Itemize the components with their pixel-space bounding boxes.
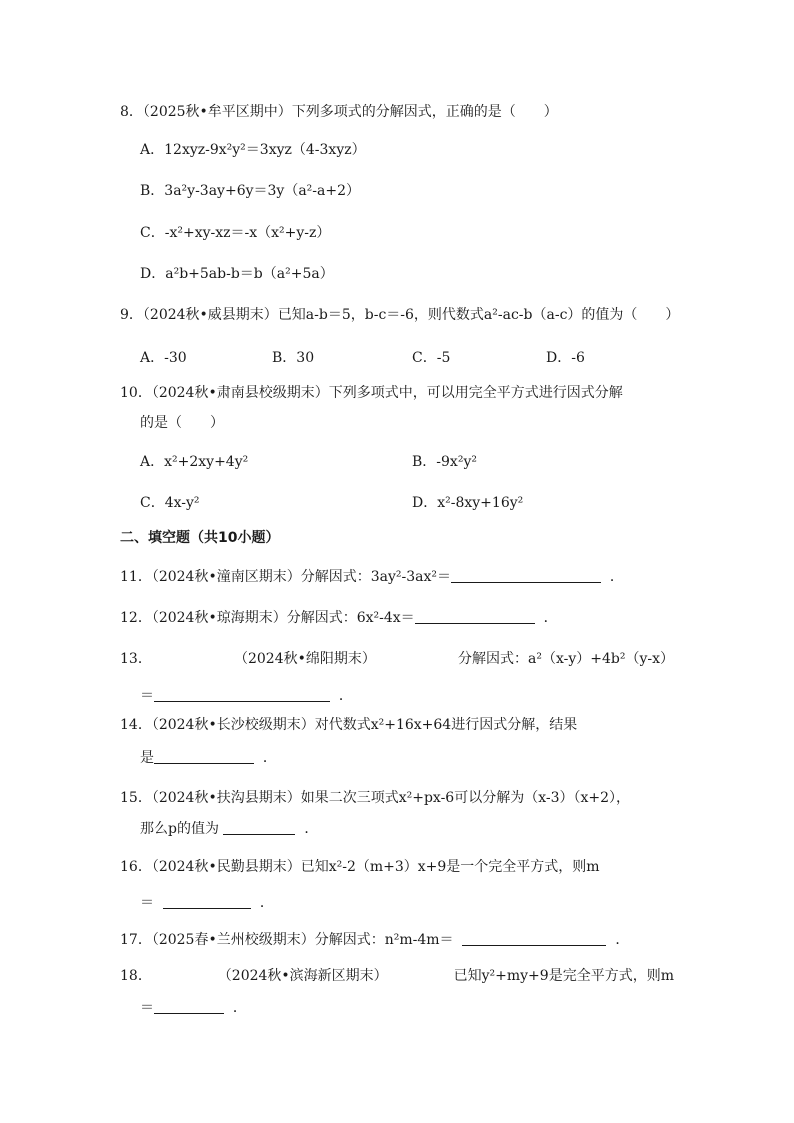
question-10 [120, 383, 623, 403]
answer-blank[interactable] [154, 687, 330, 702]
question-stem: 已知y²+my+9是完全平方式，则m [453, 968, 674, 984]
option-text: 3a²y-3ay+6y＝3y（a²-a+2） [164, 183, 361, 199]
option-10c [140, 493, 200, 513]
question-17 [120, 930, 629, 950]
question-stem: 那么p的值为 [140, 821, 219, 837]
question-stem: ＝ [140, 1000, 154, 1016]
answer-blank[interactable] [154, 999, 224, 1014]
option-label: B． [140, 183, 165, 199]
option-8d [140, 264, 334, 284]
option-text: x²-8xy+16y² [437, 495, 524, 511]
option-text: 12xyz-9x²y²＝3xyz（4-3xyz） [164, 142, 366, 158]
question-stem: ＝ [140, 688, 154, 704]
answer-blank[interactable] [415, 609, 535, 624]
option-label: A． [140, 454, 165, 470]
question-11 [120, 567, 624, 587]
option-text: -30 [164, 350, 187, 366]
question-stem: 分解因式：3ay²-3ax²＝ [300, 569, 451, 585]
question-stem: 已知x²-2（m+3）x+9是一个完全平方式，则m [300, 859, 600, 875]
option-text: -5 [436, 350, 451, 366]
question-13-line2 [140, 686, 353, 706]
question-15-line2 [140, 819, 318, 839]
option-label: A． [140, 142, 165, 158]
question-9 [120, 305, 679, 325]
question-stem: 下列多项式的分解因式，正确的是（ ） [291, 104, 558, 120]
question-end: ． [543, 610, 558, 626]
question-source: （2025秋•牟平区期中） [142, 104, 292, 120]
option-label: C． [140, 495, 165, 511]
question-source: （2024秋•绵阳期末） [233, 651, 376, 667]
question-stem: 对代数式x²+16x+64进行因式分解，结果 [314, 717, 578, 733]
question-number: 15． [120, 790, 152, 806]
question-number: 9． [120, 307, 143, 323]
option-10a [140, 452, 248, 472]
question-source: （2024秋•威县期末） [142, 307, 278, 323]
option-text: 4x-y² [164, 495, 200, 511]
section-heading: 二、填空题（共10小题） [120, 530, 280, 546]
option-text: -x²+xy-xz＝-x（x²+y-z） [164, 225, 331, 241]
question-source: （2024秋•潼南区期末） [151, 569, 301, 585]
option-9d [546, 348, 585, 368]
question-source: （2024秋•滨海新区期末） [217, 968, 388, 984]
answer-blank[interactable] [163, 894, 251, 909]
question-number: 8． [120, 104, 143, 120]
question-number: 14． [120, 717, 152, 733]
answer-blank[interactable] [223, 820, 295, 835]
question-source: （2025春•兰州校级期末） [151, 932, 315, 948]
option-10b [412, 452, 477, 472]
answer-blank[interactable] [154, 749, 254, 764]
question-end: ． [304, 821, 319, 837]
option-label: B． [412, 454, 437, 470]
question-end: ． [338, 688, 353, 704]
question-source: （2024秋•肃南县校级期末） [151, 385, 329, 401]
option-label: A． [140, 350, 165, 366]
question-10-line2 [140, 413, 224, 433]
question-stem: 下列多项式中，可以用完全平方式进行因式分解 [328, 385, 623, 401]
question-14 [120, 715, 577, 735]
question-number: 18． [120, 968, 152, 984]
question-14-line2 [140, 748, 277, 768]
question-number: 16． [120, 859, 152, 875]
question-8 [120, 102, 558, 122]
answer-blank[interactable] [462, 931, 606, 946]
option-text: x²+2xy+4y² [164, 454, 249, 470]
option-label: D． [140, 266, 166, 282]
question-number: 10． [120, 385, 152, 401]
question-13 [120, 649, 674, 669]
option-label: D． [546, 350, 572, 366]
question-12 [120, 608, 558, 628]
question-source: （2024秋•琼海期末） [151, 610, 287, 626]
question-18-line2 [140, 998, 247, 1018]
question-18 [120, 966, 674, 986]
option-9c [412, 348, 450, 368]
question-stem: 分解因式：n²m-4m＝ [314, 932, 454, 948]
option-9b [272, 348, 314, 368]
question-15 [120, 788, 630, 808]
question-end: ． [615, 932, 630, 948]
question-stem: 如果二次三项式x²+px-6可以分解为（x-3）（x+2）， [300, 790, 631, 806]
question-stem: 已知a-b＝5，b-c＝-6，则代数式a²-ac-b（a-c）的值为（ ） [277, 307, 680, 323]
question-number: 13． [120, 651, 152, 667]
option-text: a²b+5ab-b＝b（a²+5a） [165, 266, 334, 282]
option-text: -6 [571, 350, 585, 366]
option-label: C． [140, 225, 165, 241]
option-9a [140, 348, 187, 368]
question-number: 11． [120, 569, 152, 585]
option-8b [140, 181, 360, 201]
question-stem: ＝ [140, 895, 154, 911]
option-text: 30 [296, 350, 315, 366]
option-8a [140, 140, 366, 160]
option-label: C． [412, 350, 437, 366]
question-stem: 分解因式：a²（x-y）+4b²（y-x） [458, 651, 674, 667]
option-10d [412, 493, 523, 513]
question-16 [120, 857, 600, 877]
question-number: 12． [120, 610, 152, 626]
question-16-line2 [140, 893, 274, 913]
option-label: D． [412, 495, 438, 511]
option-text: -9x²y² [436, 454, 477, 470]
option-label: B． [272, 350, 297, 366]
question-end: ． [232, 1000, 247, 1016]
question-source: （2024秋•扶沟县期末） [151, 790, 301, 806]
answer-blank[interactable] [451, 568, 601, 583]
question-end: ． [259, 895, 274, 911]
question-end: ． [262, 750, 277, 766]
question-stem: 的是（ ） [140, 415, 224, 431]
question-number: 17． [120, 932, 152, 948]
question-stem: 分解因式：6x²-4x＝ [286, 610, 415, 626]
question-source: （2024秋•民勤县期末） [151, 859, 301, 875]
question-end: ． [609, 569, 624, 585]
question-stem: 是 [140, 750, 154, 766]
option-8c [140, 223, 330, 243]
question-source: （2024秋•长沙校级期末） [151, 717, 315, 733]
